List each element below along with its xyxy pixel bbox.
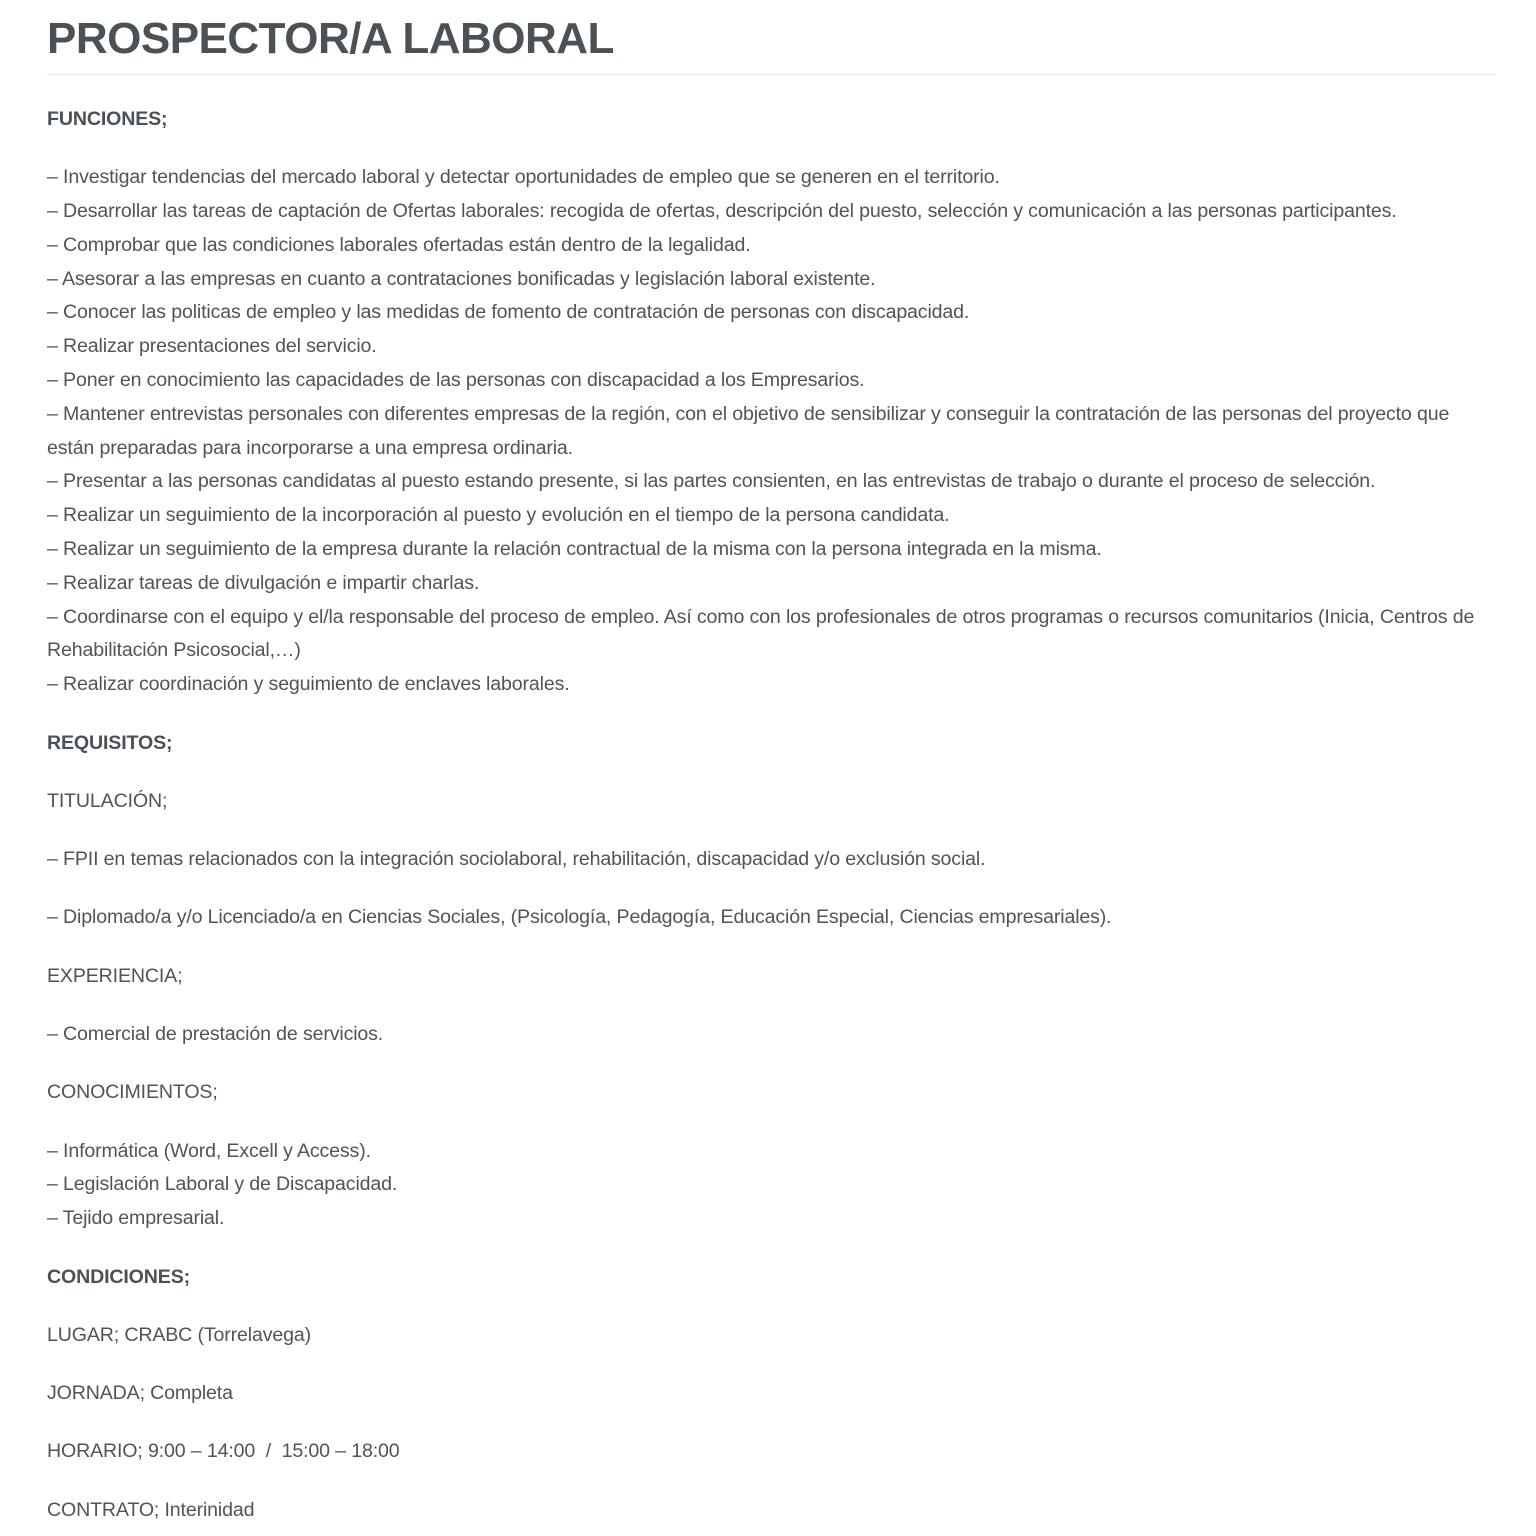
condiciones-heading: CONDICIONES; [47,1265,190,1288]
funciones-heading: FUNCIONES; [47,108,168,130]
titulacion-item: – FPII en temas relacionados con la integración sociolaboral, rehabilitación, discapacidad y/o exclusión social. [47,848,986,871]
lugar-text: LUGAR; CRABC (Torrelavega) [47,1323,311,1346]
funcion-item: – Desarrollar las tareas de captación de Ofertas laborales: recogida de ofertas, descripción del puesto, selección y comunicación a las personas participantes. [47,200,1397,223]
funcion-item: – Realizar coordinación y seguimiento de enclaves laborales. [47,673,570,696]
funcion-item: – Realizar un seguimiento de la incorporación al puesto y evolución en el tiempo de la persona candidata. [47,504,950,527]
funcion-item: – Comprobar que las condiciones laborales ofertadas están dentro de la legalidad. [47,233,751,256]
funcion-item: – Conocer las politicas de empleo y las medidas de fomento de contratación de personas con discapacidad. [47,301,970,324]
funcion-item: – Investigar tendencias del mercado laboral y detectar oportunidades de empleo que se generen en el territorio. [47,166,1000,189]
funcion-item: – Mantener entrevistas personales con diferentes empresas de la región, con el objetivo de sensibilizar y conseguir la contratación de las personas del proyecto que están preparadas para incorporarse a una empresa ordinaria. [47,402,1450,459]
funcion-item: – Realizar tareas de divulgación e impartir charlas. [47,571,480,594]
funcion-item: – Presentar a las personas candidatas al puesto estando presente, si las partes consienten, en las entrevistas de trabajo o durante el proceso de selección. [47,470,1376,493]
jornada-text: JORNADA; Completa [47,1382,233,1405]
conocimiento-item: – Informática (Word, Excell y Access). [47,1139,371,1162]
conocimiento-item: – Legislación Laboral y de Discapacidad. [47,1173,398,1196]
titulacion-item: – Diplomado/a y/o Licenciado/a en Ciencias Sociales, (Psicología, Pedagogía, Educación Especial, Ciencias empresariales). [47,906,1112,929]
requisitos-heading: REQUISITOS; [47,731,173,754]
page-title: PROSPECTOR/A LABORAL [47,14,614,63]
experiencia-item: – Comercial de prestación de servicios. [47,1023,384,1046]
horario-text: HORARIO; 9:00 – 14:00 / 15:00 – 18:00 [47,1440,400,1463]
funcion-item: – Realizar presentaciones del servicio. [47,335,377,358]
titulacion-label: TITULACIÓN; [47,789,168,812]
conocimientos-list [47,1135,1496,1236]
conocimiento-item: – Tejido empresarial. [47,1207,225,1230]
contrato-text: CONTRATO; Interinidad [47,1498,255,1521]
funciones-list [47,161,1496,702]
funcion-item: – Asesorar a las empresas en cuanto a contrataciones bonificadas y legislación laboral existente. [47,267,876,290]
funcion-item: – Coordinarse con el equipo y el/la responsable del proceso de empleo. Así como con los profesionales de otros programas o recursos comunitarios (Inicia, Centros de Rehabilitación Psicosocial,…) [47,605,1475,662]
funcion-item: – Realizar un seguimiento de la empresa durante la relación contractual de la misma con la persona integrada en la misma. [47,538,1102,561]
conocimientos-label: CONOCIMIENTOS; [47,1081,218,1104]
job-description [47,75,1496,1528]
funcion-item: – Poner en conocimiento las capacidades de las personas con discapacidad a los Empresarios. [47,369,865,392]
experiencia-label: EXPERIENCIA; [47,964,183,987]
